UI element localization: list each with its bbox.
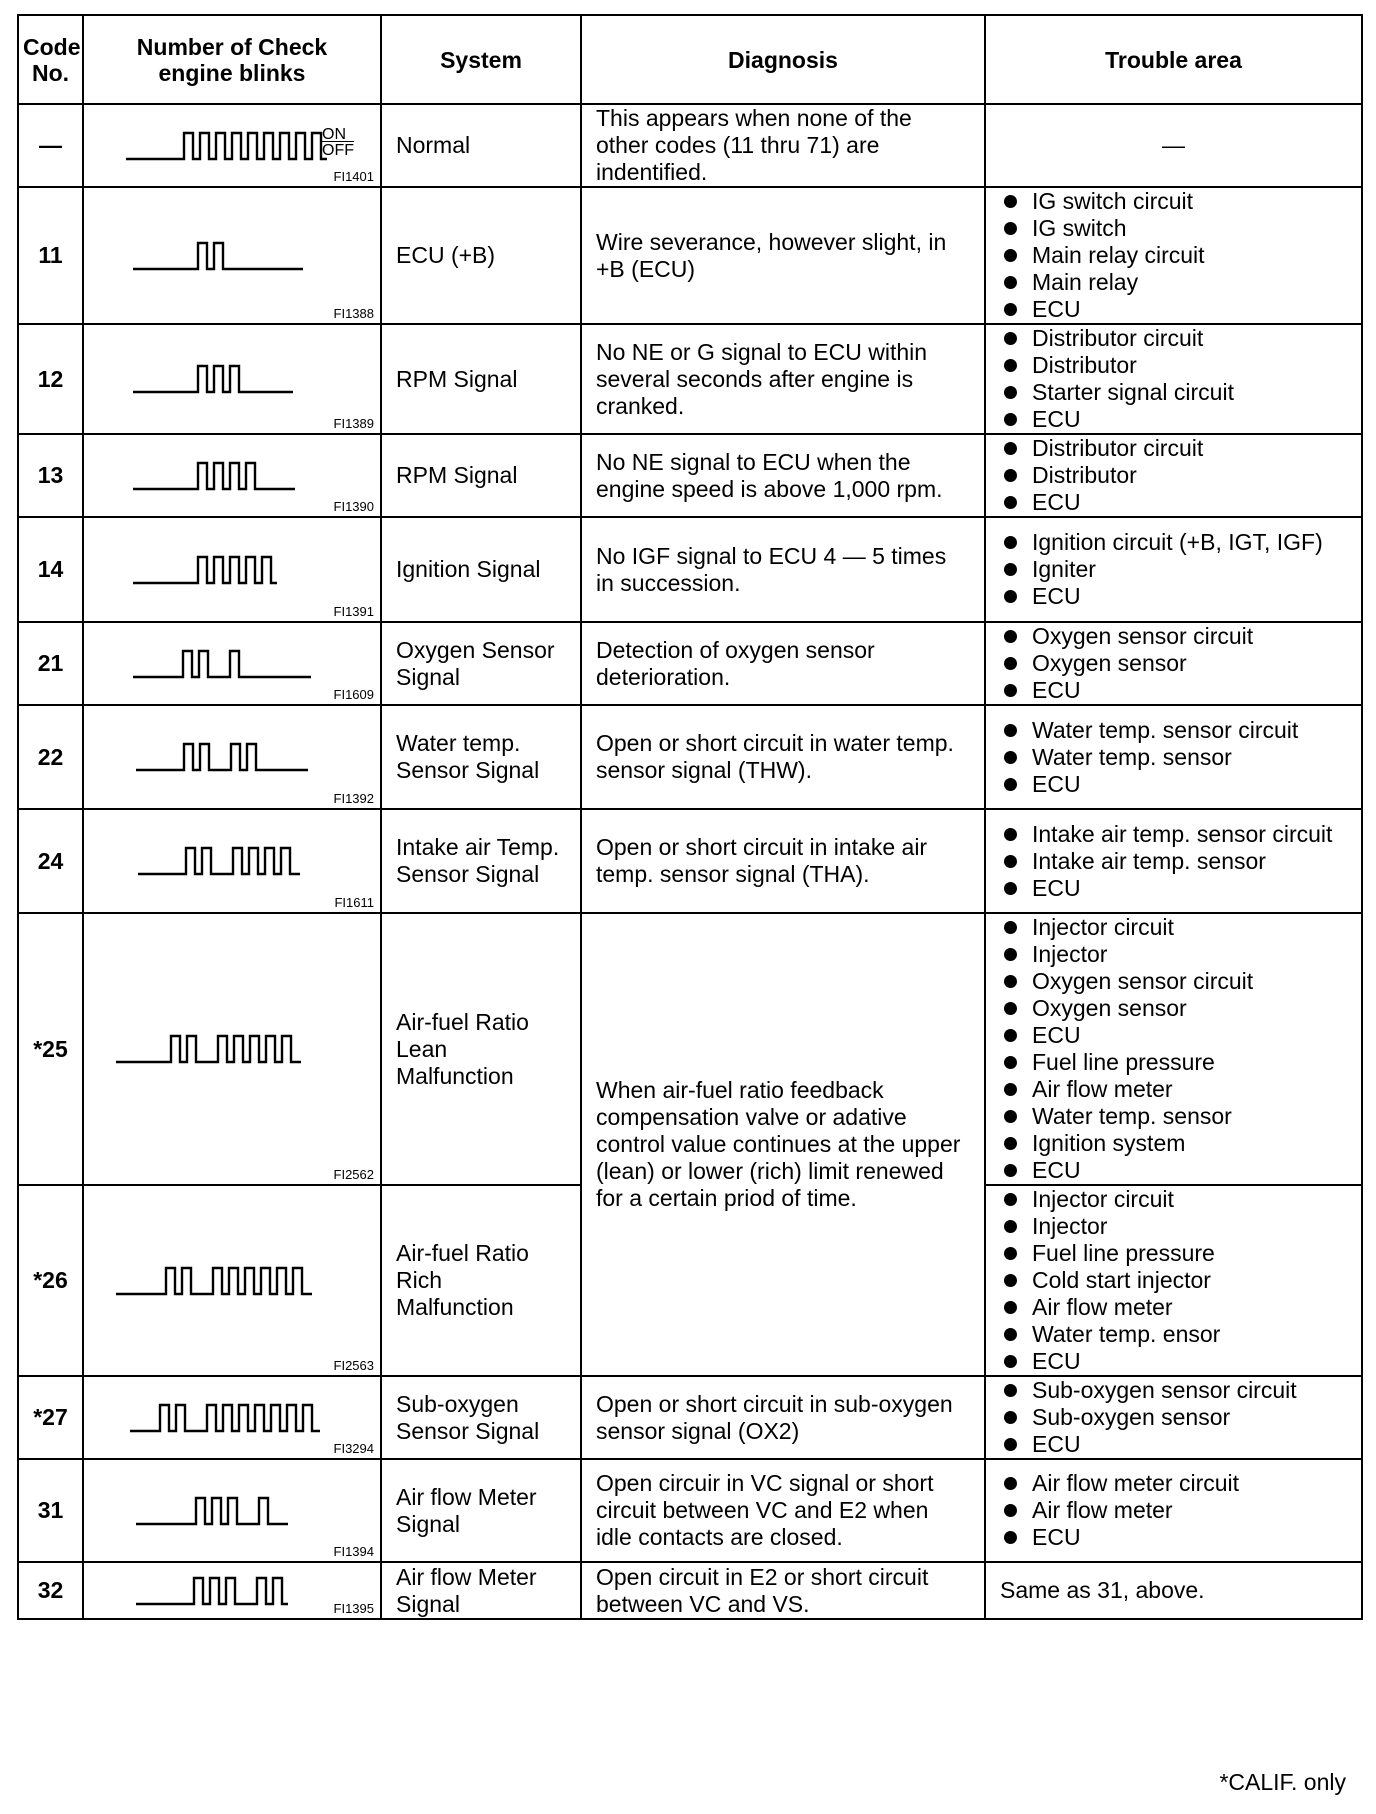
figure-number: FI1401 [333, 169, 374, 184]
diagnosis-cell: No IGF signal to ECU 4 — 5 times in succession. [581, 517, 985, 622]
diagnosis-cell: Detection of oxygen sensor deterioration. [581, 622, 985, 705]
system-cell: RPM Signal [381, 434, 581, 517]
trouble-item: Intake air temp. sensor circuit [1000, 821, 1347, 848]
trouble-item: ECU [1000, 296, 1347, 323]
trouble-list [1000, 914, 1347, 1184]
diagnosis-cell: This appears when none of the other codes (11 thru 71) are indentified. [581, 104, 985, 187]
trouble-item: Distributor circuit [1000, 435, 1347, 462]
trouble-item: Water temp. ensor [1000, 1321, 1347, 1348]
code-cell: 13 [18, 434, 83, 517]
header-row [18, 15, 1362, 104]
trouble-list [1000, 435, 1347, 516]
diagnosis-cell: No NE signal to ECU when the engine speed is above 1,000 rpm. [581, 434, 985, 517]
trouble-cell [985, 809, 1362, 913]
blinks-cell [83, 1376, 381, 1459]
system-cell: Ignition Signal [381, 517, 581, 622]
trouble-item: ECU [1000, 677, 1347, 704]
trouble-item: Air flow meter circuit [1000, 1470, 1347, 1497]
header-code: Code No. [18, 15, 83, 104]
trouble-item: Water temp. sensor [1000, 1103, 1347, 1130]
trouble-item: ECU [1000, 1157, 1347, 1184]
figure-number: FI1611 [334, 895, 374, 910]
blink-waveform [98, 233, 381, 279]
header-system: System [381, 15, 581, 104]
table-row [18, 1459, 1362, 1562]
trouble-item: ECU [1000, 771, 1347, 798]
trouble-item: Sub-oxygen sensor [1000, 1404, 1347, 1431]
blink-pulse-train [133, 651, 311, 677]
system-cell: Air-fuel Ratio Rich Malfunction [381, 1185, 581, 1376]
trouble-list [1000, 325, 1347, 433]
trouble-cell [985, 1459, 1362, 1562]
trouble-item: Injector circuit [1000, 1186, 1347, 1213]
trouble-item: Oxygen sensor [1000, 650, 1347, 677]
table-row [18, 434, 1362, 517]
diagnosis-cell: Open or short circuit in sub-oxygen sensor signal (OX2) [581, 1376, 985, 1459]
code-cell: 14 [18, 517, 83, 622]
system-cell: Air-fuel Ratio Lean Malfunction [381, 913, 581, 1185]
blink-pulse-train [116, 1036, 301, 1062]
figure-number: FI1390 [333, 499, 374, 514]
blinks-cell [83, 1459, 381, 1562]
trouble-item: Fuel line pressure [1000, 1049, 1347, 1076]
system-cell: Intake air Temp. Sensor Signal [381, 809, 581, 913]
trouble-item: Air flow meter [1000, 1497, 1347, 1524]
trouble-item: Air flow meter [1000, 1294, 1347, 1321]
system-cell: Sub-oxygen Sensor Signal [381, 1376, 581, 1459]
code-cell: 24 [18, 809, 83, 913]
figure-number: FI1391 [333, 604, 374, 619]
trouble-item: Intake air temp. sensor [1000, 848, 1347, 875]
blinks-cell [83, 809, 381, 913]
trouble-item: Distributor [1000, 352, 1347, 379]
off-label: $\overline{OFF}$ [322, 142, 354, 159]
blinks-cell [83, 1562, 381, 1619]
blinks-cell [83, 913, 381, 1185]
blink-waveform [98, 838, 381, 884]
blinks-cell [83, 187, 381, 324]
diagnosis-cell: When air-fuel ratio feedback compensation valve or adative control value continues at the upper (lean) or lower (rich) limit renewed for a certain priod of time. [581, 913, 985, 1376]
code-cell: 31 [18, 1459, 83, 1562]
table-row [18, 187, 1362, 324]
blink-waveform [98, 1026, 381, 1072]
trouble-item: Oxygen sensor [1000, 995, 1347, 1022]
trouble-item: Injector circuit [1000, 914, 1347, 941]
table-row [18, 324, 1362, 434]
table-row [18, 104, 1362, 187]
header-diagnosis: Diagnosis [581, 15, 985, 104]
trouble-cell [985, 913, 1362, 1185]
blink-pulse-train [136, 1498, 288, 1524]
trouble-item: Oxygen sensor circuit [1000, 623, 1347, 650]
diagnosis-cell: Wire severance, however slight, in +B (ECU) [581, 187, 985, 324]
blinks-cell [83, 324, 381, 434]
header-blinks: Number of Check engine blinks [83, 15, 381, 104]
trouble-item: ECU [1000, 1431, 1347, 1458]
trouble-item: Igniter [1000, 556, 1347, 583]
code-cell: 12 [18, 324, 83, 434]
figure-number: FI1609 [333, 687, 374, 702]
trouble-cell [985, 1376, 1362, 1459]
system-cell: ECU (+B) [381, 187, 581, 324]
blink-waveform [98, 734, 381, 780]
trouble-item: Air flow meter [1000, 1076, 1347, 1103]
trouble-cell [985, 517, 1362, 622]
header-trouble: Trouble area [985, 15, 1362, 104]
trouble-list [1000, 1470, 1347, 1551]
diagnostic-code-table [17, 14, 1363, 1620]
trouble-cell [985, 434, 1362, 517]
diagnosis-cell: No NE or G signal to ECU within several seconds after engine is cranked. [581, 324, 985, 434]
trouble-cell [985, 187, 1362, 324]
code-cell: 21 [18, 622, 83, 705]
footnote: *CALIF. only [1219, 1769, 1346, 1795]
figure-number: FI1389 [333, 416, 374, 431]
trouble-list [1000, 529, 1347, 610]
trouble-item: Distributor circuit [1000, 325, 1347, 352]
on-off-label [322, 127, 354, 159]
trouble-item: ECU [1000, 1348, 1347, 1375]
trouble-item: Main relay circuit [1000, 242, 1347, 269]
blink-waveform [98, 1395, 381, 1441]
system-cell: RPM Signal [381, 324, 581, 434]
code-cell: 11 [18, 187, 83, 324]
trouble-item: ECU [1000, 875, 1347, 902]
code-cell: — [18, 104, 83, 187]
trouble-cell: — [985, 104, 1362, 187]
table-row [18, 517, 1362, 622]
figure-number: FI2562 [333, 1167, 374, 1182]
blink-waveform [98, 641, 381, 687]
code-cell: *26 [18, 1185, 83, 1376]
blinks-cell [83, 1185, 381, 1376]
blink-pulse-train [116, 1268, 312, 1294]
blink-waveform [98, 356, 381, 402]
diagnosis-cell: Open circuit in E2 or short circuit between VC and VS. [581, 1562, 985, 1619]
trouble-list [1000, 188, 1347, 323]
system-cell: Water temp. Sensor Signal [381, 705, 581, 809]
trouble-item: Fuel line pressure [1000, 1240, 1347, 1267]
system-cell: Air flow Meter Signal [381, 1562, 581, 1619]
system-cell: Oxygen Sensor Signal [381, 622, 581, 705]
trouble-item: Oxygen sensor circuit [1000, 968, 1347, 995]
trouble-list [1000, 623, 1347, 704]
trouble-list [1000, 821, 1347, 902]
blinks-cell [83, 705, 381, 809]
table-row [18, 622, 1362, 705]
system-cell: Normal [381, 104, 581, 187]
trouble-item: Water temp. sensor [1000, 744, 1347, 771]
code-cell: *27 [18, 1376, 83, 1459]
code-cell: 32 [18, 1562, 83, 1619]
blink-pulse-train [133, 463, 295, 489]
trouble-item: Distributor [1000, 462, 1347, 489]
blink-waveform [98, 1258, 381, 1304]
figure-number: FI1388 [333, 306, 374, 321]
figure-number: FI1395 [333, 1601, 374, 1616]
blink-pulse-train [136, 744, 308, 770]
figure-number: FI2563 [333, 1358, 374, 1373]
blink-pulse-train [133, 557, 277, 583]
blink-pulse-train [133, 366, 293, 392]
diagnosis-cell: Open or short circuit in intake air temp. sensor signal (THA). [581, 809, 985, 913]
on-label: ON [322, 126, 346, 143]
diagnosis-cell: Open circuir in VC signal or short circuit between VC and E2 when idle contacts are closed. [581, 1459, 985, 1562]
table-row [18, 913, 1362, 1185]
trouble-item: Starter signal circuit [1000, 379, 1347, 406]
blinks-cell [83, 517, 381, 622]
blink-pulse-train [136, 1578, 288, 1604]
blinks-cell [83, 104, 381, 187]
blink-pulse-train [126, 133, 327, 159]
figure-number: FI3294 [333, 1441, 374, 1456]
table-row [18, 809, 1362, 913]
trouble-list [1000, 1186, 1347, 1375]
blink-waveform [98, 453, 381, 499]
trouble-item: Main relay [1000, 269, 1347, 296]
trouble-list [1000, 1377, 1347, 1458]
trouble-item: Ignition circuit (+B, IGT, IGF) [1000, 529, 1347, 556]
trouble-cell [985, 622, 1362, 705]
table-row [18, 705, 1362, 809]
trouble-cell [985, 1185, 1362, 1376]
trouble-item: Ignition system [1000, 1130, 1347, 1157]
table-row [18, 1376, 1362, 1459]
blinks-cell [83, 434, 381, 517]
trouble-item: ECU [1000, 1022, 1347, 1049]
figure-number: FI1392 [333, 791, 374, 806]
diagnosis-cell: Open or short circuit in water temp. sensor signal (THW). [581, 705, 985, 809]
blink-pulse-train [133, 243, 303, 269]
figure-number: FI1394 [333, 1544, 374, 1559]
trouble-item: IG switch circuit [1000, 188, 1347, 215]
trouble-item: Sub-oxygen sensor circuit [1000, 1377, 1347, 1404]
blinks-cell [83, 622, 381, 705]
trouble-item: Injector [1000, 941, 1347, 968]
trouble-cell [985, 705, 1362, 809]
code-cell: *25 [18, 913, 83, 1185]
code-cell: 22 [18, 705, 83, 809]
trouble-item: Cold start injector [1000, 1267, 1347, 1294]
trouble-item: Injector [1000, 1213, 1347, 1240]
trouble-cell: Same as 31, above. [985, 1562, 1362, 1619]
blink-waveform [98, 547, 381, 593]
trouble-cell [985, 324, 1362, 434]
table-row [18, 1562, 1362, 1619]
trouble-item: Water temp. sensor circuit [1000, 717, 1347, 744]
trouble-item: ECU [1000, 1524, 1347, 1551]
system-cell: Air flow Meter Signal [381, 1459, 581, 1562]
trouble-item: ECU [1000, 583, 1347, 610]
trouble-item: ECU [1000, 406, 1347, 433]
blink-waveform [98, 1488, 381, 1534]
trouble-list [1000, 717, 1347, 798]
trouble-item: ECU [1000, 489, 1347, 516]
trouble-item: IG switch [1000, 215, 1347, 242]
blink-pulse-train [130, 1405, 320, 1431]
blink-pulse-train [138, 848, 300, 874]
